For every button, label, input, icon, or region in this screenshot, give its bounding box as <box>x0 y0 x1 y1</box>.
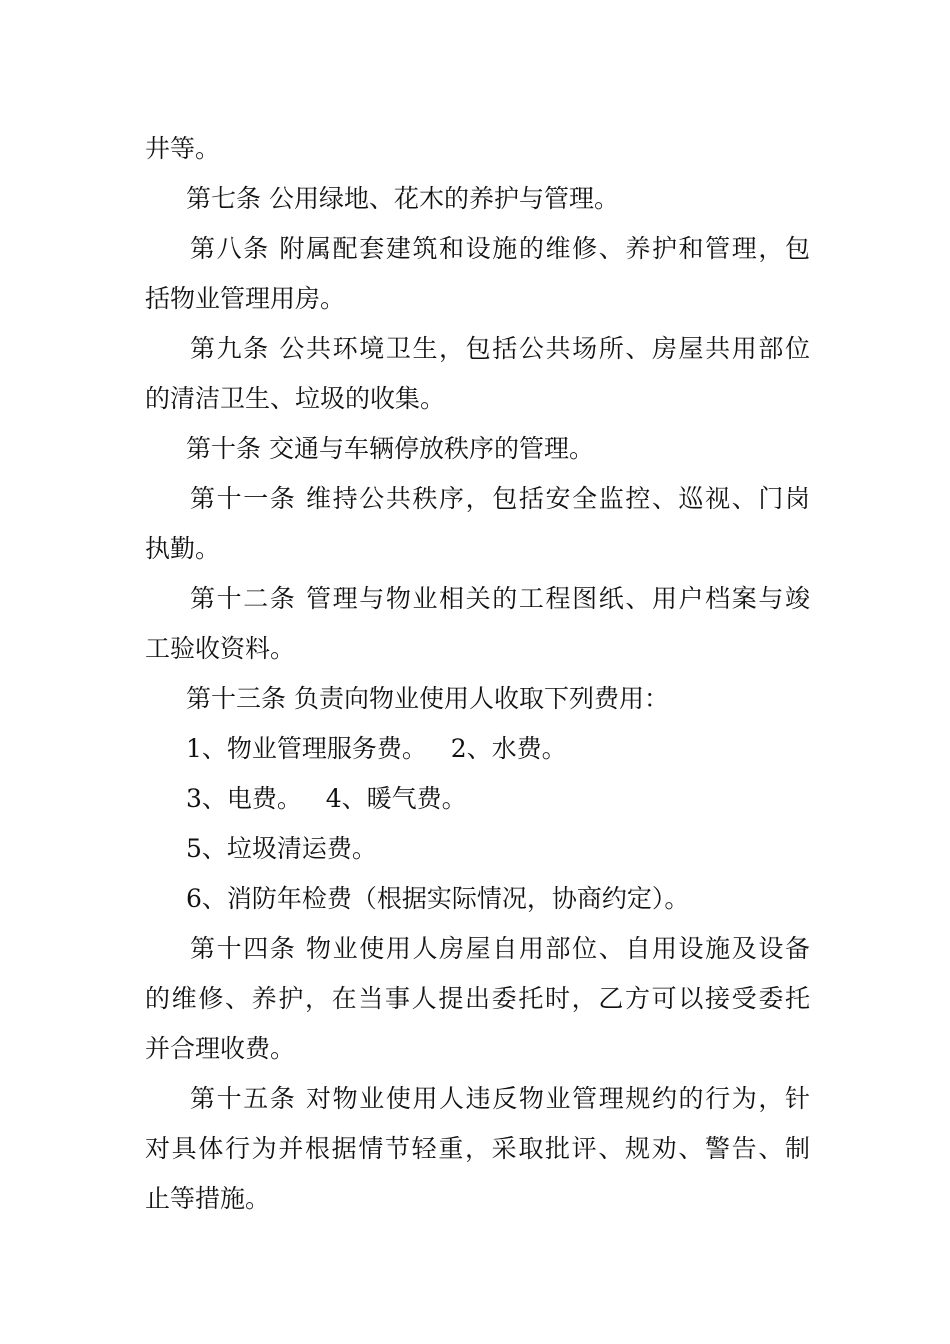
fee-item: 1、物业管理服务费。 2、水费。 <box>186 734 567 763</box>
text-line: 工验收资料。 <box>145 634 296 663</box>
text-line: 对具体行为并根据情节轻重，采取批评、规劝、警告、制 <box>145 1134 810 1163</box>
fee-item: 3、电费。 4、暖气费。 <box>186 784 467 813</box>
article-11: 第十一条 维持公共秩序，包括安全监控、巡视、门岗 <box>190 484 810 513</box>
article-15: 第十五条 对物业使用人违反物业管理规约的行为，针 <box>190 1084 810 1113</box>
text-line: 止等措施。 <box>145 1184 271 1213</box>
text-line: 括物业管理用房。 <box>145 284 346 313</box>
text-line: 井等。 <box>145 134 221 163</box>
article-10: 第十条 交通与车辆停放秩序的管理。 <box>186 434 594 463</box>
article-12: 第十二条 管理与物业相关的工程图纸、用户档案与竣 <box>190 584 810 613</box>
fee-item: 6、消防年检费（根据实际情况，协商约定）。 <box>186 884 690 913</box>
article-9: 第九条 公共环境卫生，包括公共场所、房屋共用部位 <box>190 334 810 363</box>
text-line: 的维修、养护，在当事人提出委托时，乙方可以接受委托 <box>145 984 810 1013</box>
article-8: 第八条 附属配套建筑和设施的维修、养护和管理，包 <box>190 234 810 263</box>
article-14: 第十四条 物业使用人房屋自用部位、自用设施及设备 <box>190 934 810 963</box>
fee-item: 5、垃圾清运费。 <box>186 834 377 863</box>
text-line: 执勤。 <box>145 534 221 563</box>
text-line: 的清洁卫生、垃圾的收集。 <box>145 384 446 413</box>
article-7: 第七条 公用绿地、花木的养护与管理。 <box>186 184 619 213</box>
article-13: 第十三条 负责向物业使用人收取下列费用： <box>186 684 669 713</box>
text-line: 并合理收费。 <box>145 1034 296 1063</box>
